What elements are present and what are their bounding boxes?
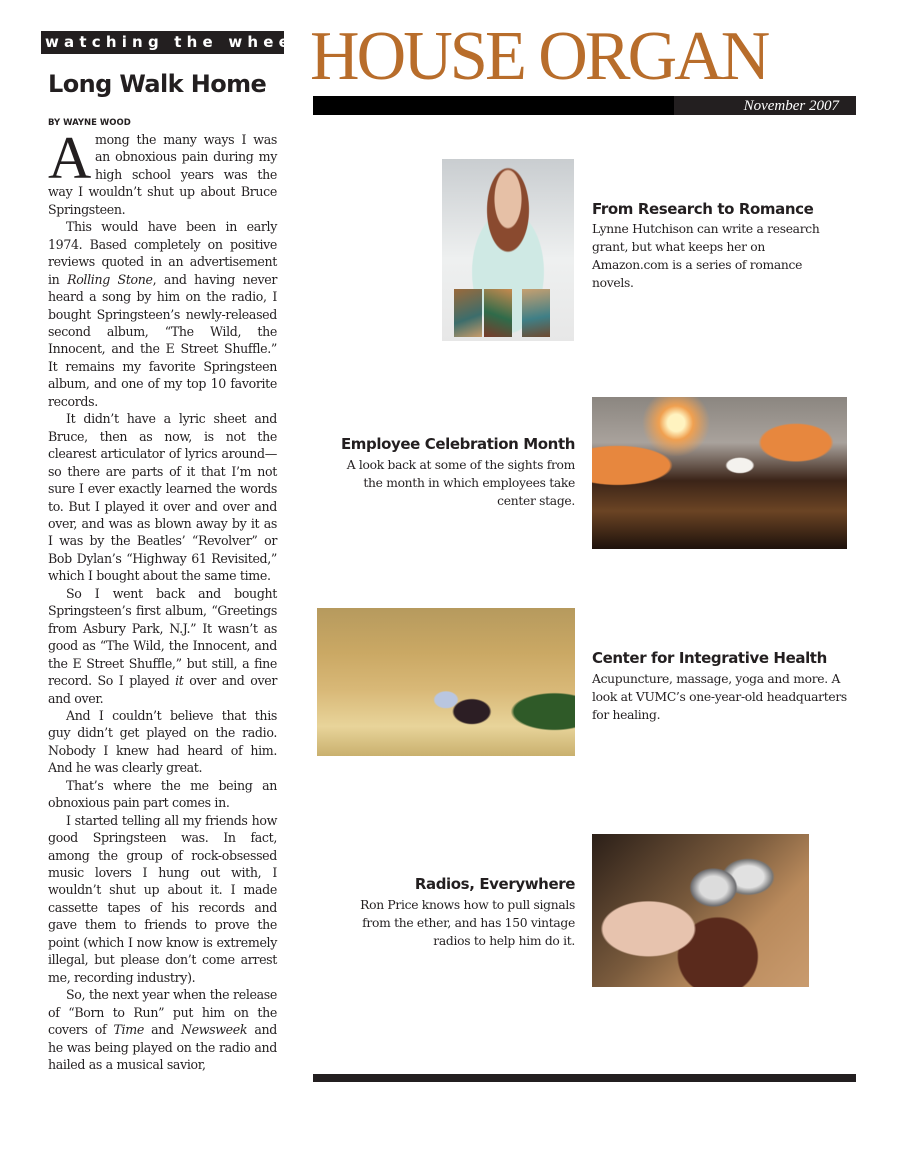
section-kicker: watching the wheels xyxy=(41,31,284,54)
article-paragraph: That’s where the me being an obnoxious pain part comes in. xyxy=(48,777,277,811)
feature-headline[interactable]: From Research to Romance xyxy=(592,200,814,218)
drop-cap: A xyxy=(48,125,91,191)
article-body xyxy=(48,125,278,1073)
article-paragraph: So I went back and bought Springsteen’s first album, “Greetings from Asbury Park, N.J.” It wasn’t as good as “The Wild, the Innocent, and the E Street Shuffle,” but still, a fine record. So I played it over and over and over. xyxy=(48,585,277,706)
article-paragraph: It didn’t have a lyric sheet and Bruce, then as now, is not the clearest articulator of lyrics around—so there are parts of it that I’m not sure I ever exactly learned the words to. But I played it over and over and over, and was as blown away by it as I was by the Beatles’ “Revolver” or Bob Dylan’s “Highway 61 Revisited,” which I bought about the same time. xyxy=(48,411,277,584)
book-cover xyxy=(454,289,482,337)
book-cover xyxy=(484,289,512,337)
article-paragraph: So, the next year when the release of “Born to Run” put him on the covers of Time and Newsweek and he was being played on the radio and hailed as a musical savior, xyxy=(48,987,277,1073)
woman-with-romance-novels-photo[interactable] xyxy=(442,159,574,341)
article-paragraph: I started telling all my friends how good Springsteen was. In fact, among the group of rock-obsessed music lovers I hung out with, I wouldn’t shut up about it. I made cassette tapes of his records and gave them to friends to prove the point (which I now know is extremely illegal, but please don’t come arrest me, recording industry). xyxy=(48,812,277,985)
article-paragraph: Among the many ways I was an obnoxious pain during my high school years was the way I wouldn’t shut up about Bruce Springsteen. xyxy=(48,125,277,217)
feature-description: Ron Price knows how to pull signals from the ether, and has 150 vintage radios to help him do it. xyxy=(360,898,575,948)
masthead-title: HOUSE ORGAN xyxy=(310,18,768,95)
feature-description: A look back at some of the sights from the month in which employees take center stage. xyxy=(346,458,575,508)
vintage-radio-tubes-photo[interactable] xyxy=(592,834,809,987)
book-cover xyxy=(522,289,550,337)
article-paragraph: This would have been in early 1974. Based completely on positive reviews quoted in an advertisement in Rolling Stone, and having never heard a song by him on the radio, I bought Springsteen’s newly-released second album, “The Wild, the Innocent, and the E Street Shuffle.” It remains my favorite Springsteen album, and one of my top 10 favorite records. xyxy=(48,219,278,409)
issue-date: November 2007 xyxy=(674,96,856,115)
byline: BY WAYNE WOOD xyxy=(48,118,131,128)
feature-headline[interactable]: Radios, Everywhere xyxy=(414,875,575,893)
feature-description: Lynne Hutchison can write a research grant, but what keeps her on Amazon.com is a series of romance novels. xyxy=(592,222,820,290)
feature-description: Acupuncture, massage, yoga and more. A look at VUMC’s one-year-old headquarters for healing. xyxy=(592,672,847,722)
article-paragraph: And I couldn’t believe that this guy didn’t get played on the radio. Nobody I knew had heard of him. And he was clearly great. xyxy=(48,707,277,776)
clinic-lobby-photo[interactable] xyxy=(317,608,575,756)
bottom-rule xyxy=(313,1074,856,1082)
masthead-bar xyxy=(313,96,856,115)
article-title: Long Walk Home xyxy=(48,70,267,98)
stage-performance-photo[interactable] xyxy=(592,397,847,549)
feature-headline[interactable]: Employee Celebration Month xyxy=(340,435,575,453)
feature-headline[interactable]: Center for Integrative Health xyxy=(592,649,827,667)
